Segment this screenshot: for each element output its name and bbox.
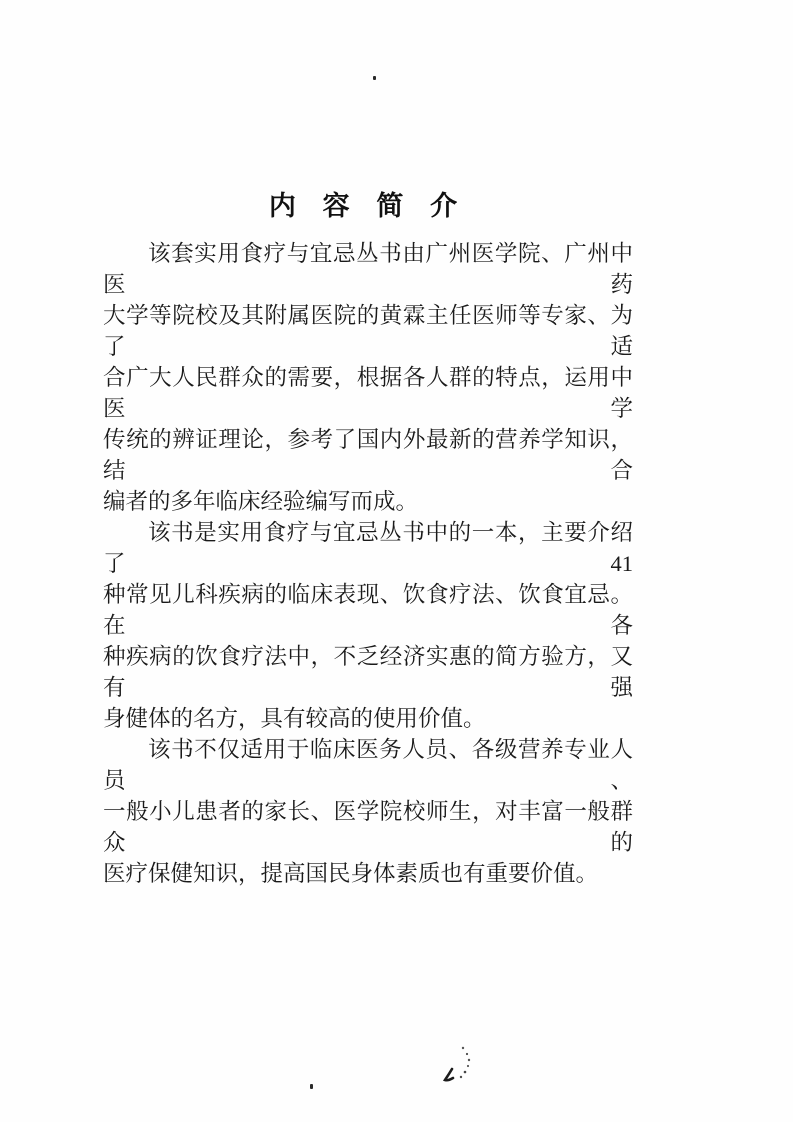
paragraph-line: 该套实用食疗与宜忌丛书由广州医学院、广州中医药 [103, 241, 633, 297]
paragraph [103, 238, 633, 517]
paragraph-line: 医疗保健知识，提高国民身体素质也有重要价值。 [103, 861, 599, 886]
paragraph-line: 该书是实用食疗与宜忌丛书中的一本，主要介绍了41 [103, 520, 633, 576]
paragraph [103, 517, 633, 734]
paragraph-line: 种疾病的饮食疗法中，不乏经济实惠的简方验方，又有强 [103, 644, 633, 700]
paragraph-line: 种常见儿科疾病的临床表现、饮食疗法、饮食宜忌。在各 [103, 582, 633, 638]
paragraph-line: 传统的辨证理论，参考了国内外最新的营养学知识，结合 [103, 427, 633, 483]
paragraph-line: 该书不仅适用于临床医务人员、各级营养专业人员、 [103, 737, 633, 793]
scan-speck-icon [373, 76, 376, 80]
paragraph [103, 734, 633, 889]
paragraph-line: 一般小儿患者的家长、医学院校师生，对丰富一般群众的 [103, 799, 633, 855]
paragraph-line: 身健体的名方，具有较高的使用价值。 [103, 706, 486, 731]
ink-smudge-icon [435, 1040, 485, 1090]
paragraph-line: 大学等院校及其附属医院的黄霖主任医师等专家、为了适 [103, 303, 633, 359]
paragraph-line: 合广大人民群众的需要，根据各人群的特点，运用中医学 [103, 365, 633, 421]
content-summary-text [103, 238, 633, 889]
paragraph-line: 编者的多年临床经验编写而成。 [103, 489, 419, 514]
page-title: 内 容 简 介 [268, 191, 468, 221]
scan-speck-icon [310, 1084, 313, 1089]
